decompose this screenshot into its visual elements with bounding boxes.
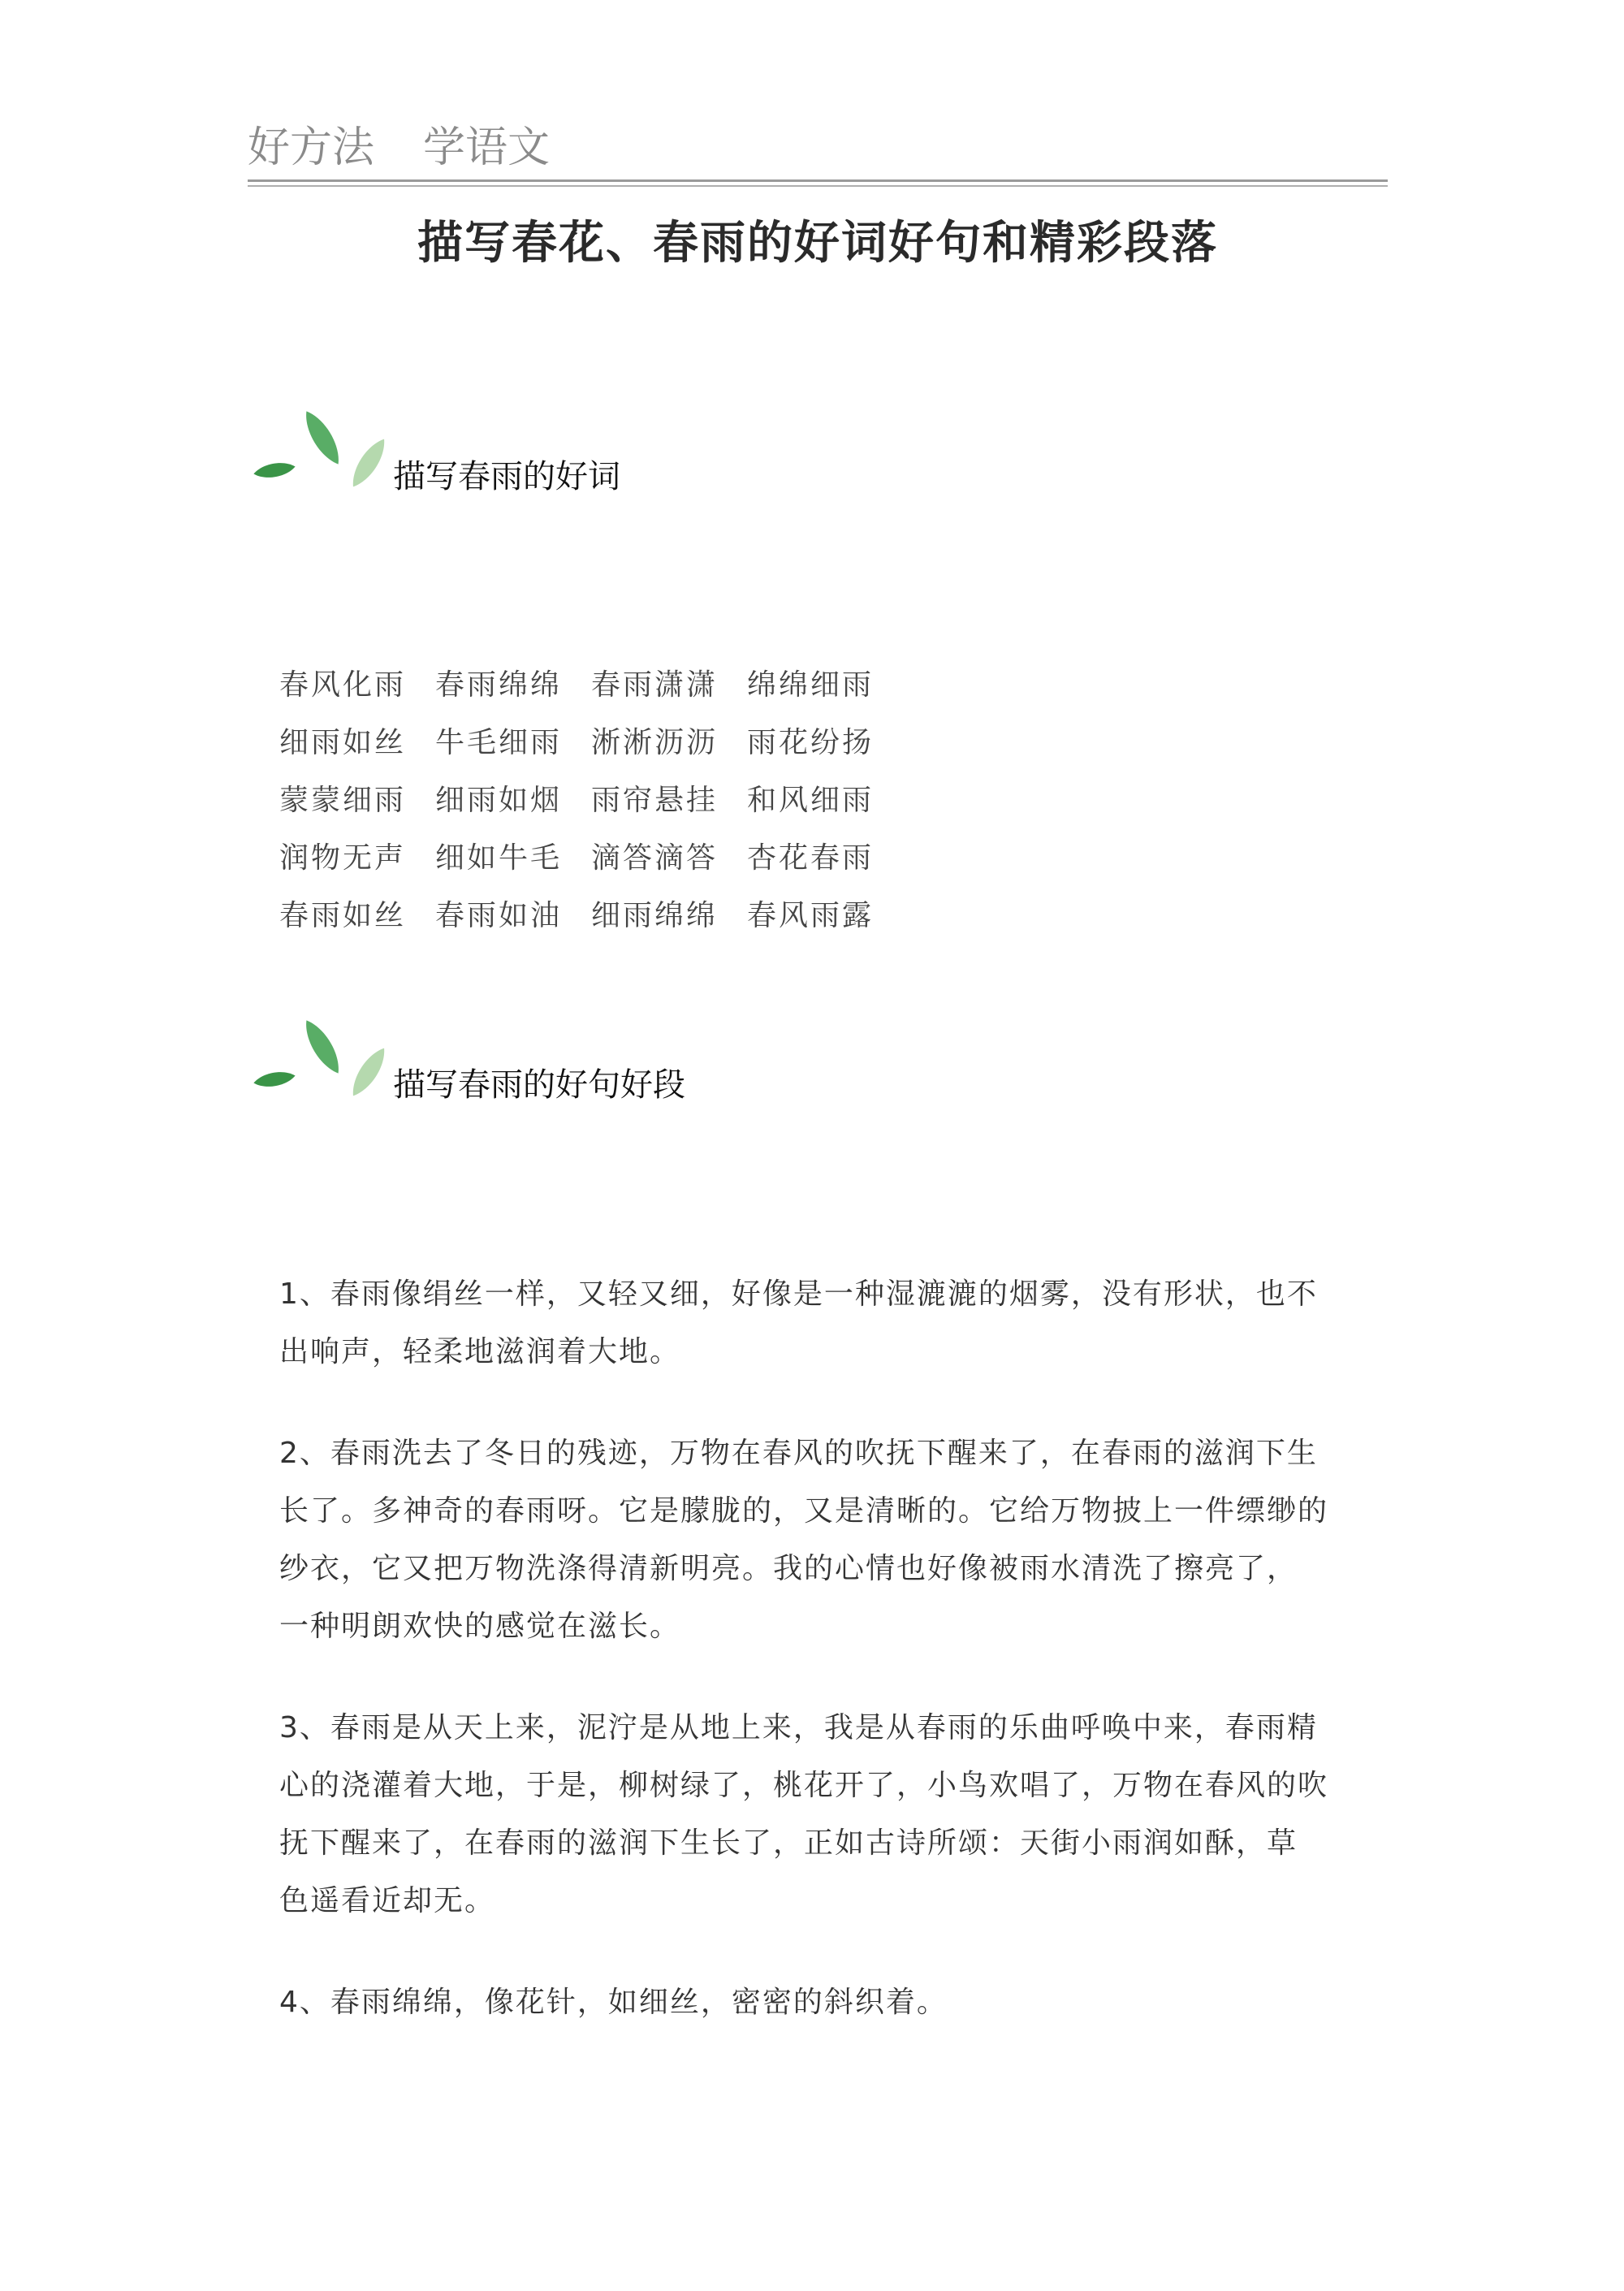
paragraph-line: 心的浇灌着大地，于是，柳树绿了，桃花开了，小鸟欢唱了，万物在春风的吹 (279, 1769, 1329, 1802)
word-item: 雨花纷扬 (747, 726, 875, 759)
word-item: 绵绵细雨 (747, 668, 875, 702)
paragraph-line: 一种明朗欢快的感觉在滋长。 (279, 1610, 681, 1643)
word-item: 杏花春雨 (747, 841, 875, 875)
word-item: 淅淅沥沥 (591, 726, 719, 759)
word-list (279, 656, 874, 944)
word-item: 春雨潇潇 (591, 668, 719, 702)
word-item: 牛毛细雨 (435, 726, 563, 759)
word-item: 雨帘悬挂 (591, 784, 719, 817)
word-item: 细雨如烟 (435, 784, 563, 817)
word-item: 和风细雨 (747, 784, 875, 817)
word-row (279, 887, 874, 944)
section-heading-sentences: 描写春雨的好句好段 (393, 1066, 685, 1104)
word-row (279, 772, 874, 829)
leaf-shape (299, 1016, 346, 1078)
paragraph (279, 1424, 1359, 1655)
paragraph-line: 4、春雨绵绵，像花针，如细丝，密密的斜织着。 (279, 1986, 948, 2019)
leaf-shape (253, 460, 296, 480)
header-left-text: 好方法 (248, 123, 375, 172)
word-item: 春雨如丝 (279, 899, 407, 932)
word-item: 春风雨露 (747, 899, 875, 932)
paragraph-line: 出响声，轻柔地滋润着大地。 (279, 1335, 681, 1368)
paragraph-line: 色遥看近却无。 (279, 1884, 496, 1917)
leaf-shape (346, 434, 391, 491)
leaves-icon (252, 1012, 394, 1101)
paragraph-line: 3、春雨是从天上来，泥泞是从地上来，我是从春雨的乐曲呼唤中来，春雨精 (279, 1711, 1318, 1744)
paragraph-line: 1、春雨像绢丝一样，又轻又细，好像是一种湿漉漉的烟雾，没有形状，也不 (279, 1277, 1318, 1311)
page-title: 描写春花、春雨的好词好句和精彩段落 (417, 217, 1218, 270)
word-item: 细雨如丝 (279, 726, 407, 759)
paragraph (279, 1265, 1359, 1381)
header-rule-bottom (248, 185, 1388, 187)
section-heading-words: 描写春雨的好词 (393, 458, 620, 495)
word-item: 润物无声 (279, 841, 407, 875)
header-rule-top (248, 179, 1388, 182)
page-header (248, 120, 550, 175)
word-row (279, 714, 874, 772)
word-item: 滴答滴答 (591, 841, 719, 875)
word-row (279, 829, 874, 887)
paragraph-line: 抚下醒来了，在春雨的滋润下生长了，正如古诗所颂：天街小雨润如酥，草 (279, 1826, 1298, 1860)
paragraph-list (279, 1265, 1359, 2075)
word-item: 春风化雨 (279, 668, 407, 702)
leaf-shape (299, 407, 346, 469)
leaves-icon (252, 403, 394, 492)
word-item: 春雨如油 (435, 899, 563, 932)
word-item: 细如牛毛 (435, 841, 563, 875)
leaf-shape (346, 1044, 391, 1100)
word-item: 蒙蒙细雨 (279, 784, 407, 817)
paragraph (279, 1973, 1359, 2031)
header-right-text: 学语文 (423, 123, 551, 172)
leaf-shape (253, 1069, 296, 1089)
word-item: 春雨绵绵 (435, 668, 563, 702)
word-row (279, 656, 874, 714)
word-item: 细雨绵绵 (591, 899, 719, 932)
paragraph-line: 纱衣，它又把万物洗涤得清新明亮。我的心情也好像被雨水清洗了擦亮了， (279, 1552, 1298, 1585)
paragraph-line: 长了。多神奇的春雨呀。它是朦胧的，又是清晰的。它给万物披上一件缥缈的 (279, 1494, 1329, 1528)
paragraph (279, 1699, 1359, 1930)
paragraph-line: 2、春雨洗去了冬日的残迹，万物在春风的吹抚下醒来了，在春雨的滋润下生 (279, 1437, 1318, 1470)
